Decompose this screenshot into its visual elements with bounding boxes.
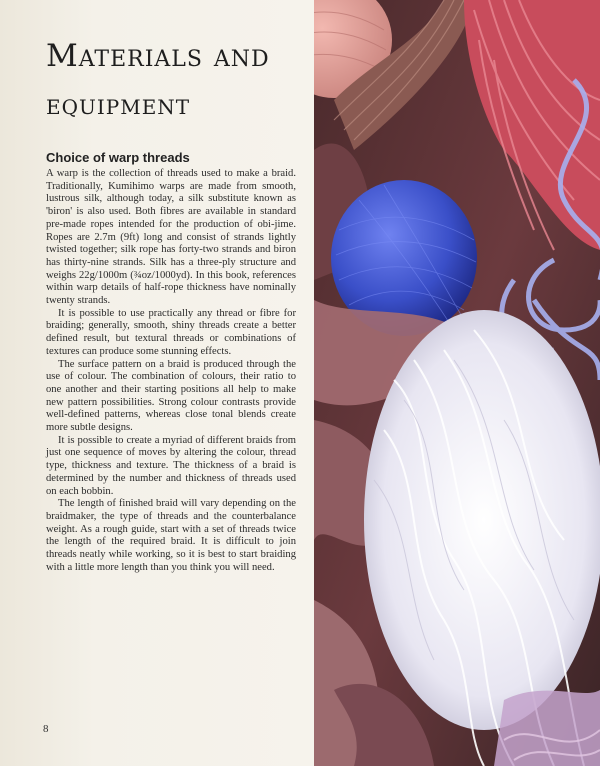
page-title — [46, 34, 308, 130]
body-text — [46, 168, 296, 575]
paragraph-5: The length of finished braid will vary depending on the braidmaker, the type of threads and the counterbalance weight. As a rough guide, start with a set of threads twice the length of the required braid. It is difficult to join threads neatly while working, so it is best to start braiding with a little more length than you think you will need. — [46, 498, 296, 573]
paragraph-1: A warp is the collection of threads used to make a braid. Traditionally, Kumihimo warps are made from smooth, lustrous silk, although today, a silk substitute known as 'biron' is also used. Both fibres are available in standard pre-made ropes intended for the production of obi-jime. Ropes are 2.7m (9ft) long and consist of strands lightly twisted together; silk rope has forty-two strands and biron has thirty-nine strands. Silk has a three-ply structure and weighs 22g/1000m (¾oz/1000yd). In this book, references within warp details of half-rope thickness have nominally twenty strands. — [46, 168, 296, 307]
page-number: 8 — [43, 723, 49, 735]
threads-photo — [314, 0, 600, 766]
section-subheading: Choice of warp threads — [46, 150, 190, 165]
paragraph-4: It is possible to create a myriad of different braids from just one sequence of moves by altering the colour, thread type, thickness and texture. The thickness of a braid is determined by the number and thickness of threads used on each bobbin. — [46, 434, 296, 497]
title-line-1: Materials and — [46, 38, 270, 74]
paragraph-3: The surface pattern on a braid is produced through the use of colour. The combination of colours, their ratio to one another and their starting positions all help to make new pattern possibilities. Strong colour contrasts provide well-defined patterns, whereas close tonal blends create more subtle designs. — [46, 358, 296, 434]
paragraph-2: It is possible to use practically any thread or fibre for braiding; generally, smooth, shiny threads create a better defined result, but textural threads or combinations of textures can produce some stunning effects. — [46, 307, 296, 357]
title-line-2: equipment — [46, 87, 191, 121]
